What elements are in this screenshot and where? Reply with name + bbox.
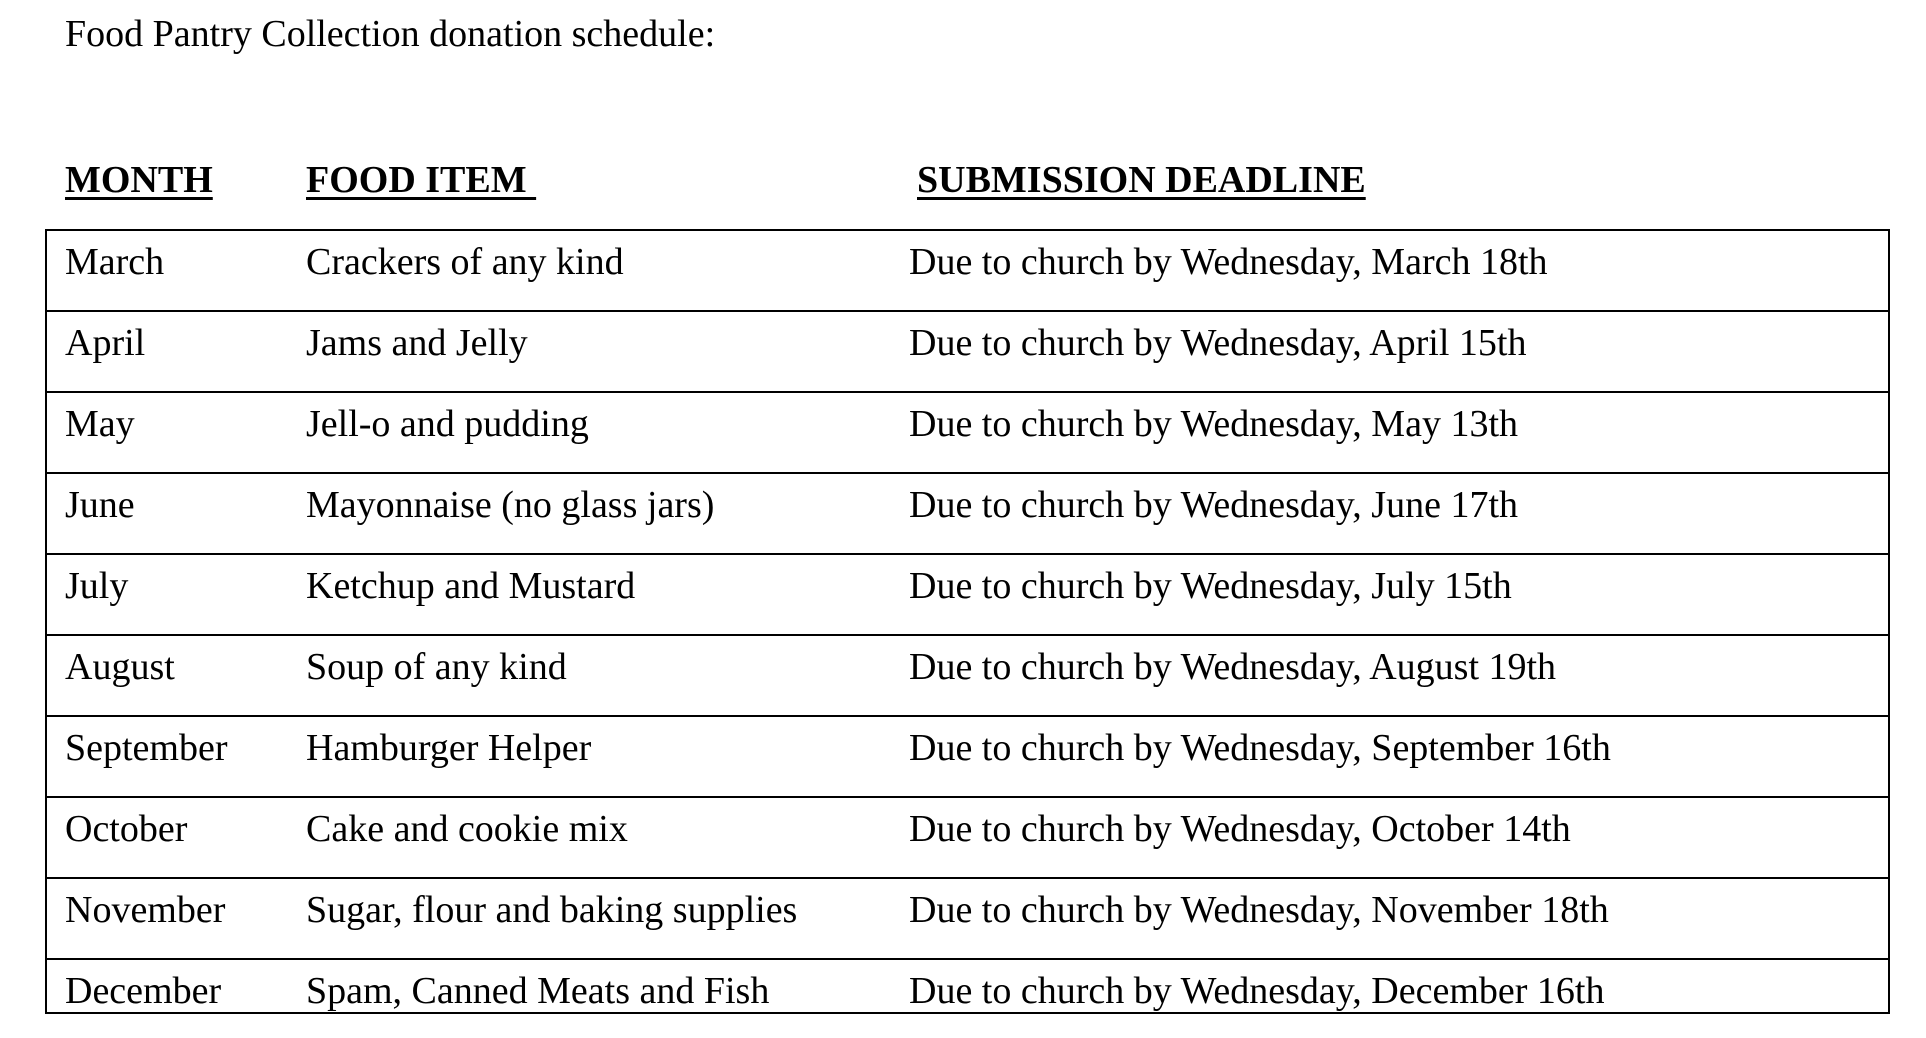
header-month: MONTH: [65, 159, 213, 201]
table-row: [47, 717, 1888, 798]
month-cell: September: [65, 727, 228, 769]
table-row: [47, 393, 1888, 474]
food-item-cell: Hamburger Helper: [306, 727, 592, 769]
month-cell: June: [65, 484, 135, 526]
table-row: [47, 555, 1888, 636]
month-cell: November: [65, 889, 226, 931]
food-item-cell: Crackers of any kind: [306, 241, 624, 283]
month-cell: August: [65, 646, 175, 688]
food-item-cell: Mayonnaise (no glass jars): [306, 484, 715, 526]
table-row: [47, 960, 1888, 1015]
month-cell: March: [65, 241, 165, 283]
deadline-cell: Due to church by Wednesday, December 16th: [909, 970, 1605, 1012]
table-row: [47, 312, 1888, 393]
header-submission-deadline: SUBMISSION DEADLINE: [917, 159, 1366, 201]
food-item-cell: Soup of any kind: [306, 646, 567, 688]
document-title: Food Pantry Collection donation schedule:: [65, 13, 716, 55]
deadline-cell: Due to church by Wednesday, May 13th: [909, 403, 1519, 445]
month-cell: May: [65, 403, 135, 445]
food-item-cell: Spam, Canned Meats and Fish: [306, 970, 770, 1012]
food-item-cell: Ketchup and Mustard: [306, 565, 636, 607]
deadline-cell: Due to church by Wednesday, October 14th: [909, 808, 1571, 850]
table-row: [47, 879, 1888, 960]
deadline-cell: Due to church by Wednesday, July 15th: [909, 565, 1512, 607]
deadline-cell: Due to church by Wednesday, April 15th: [909, 322, 1527, 364]
month-cell: April: [65, 322, 146, 364]
food-item-cell: Jams and Jelly: [306, 322, 528, 364]
deadline-cell: Due to church by Wednesday, November 18th: [909, 889, 1609, 931]
food-item-cell: Cake and cookie mix: [306, 808, 628, 850]
schedule-table: [45, 229, 1890, 1014]
food-item-cell: Jell-o and pudding: [306, 403, 589, 445]
month-cell: October: [65, 808, 188, 850]
table-header: [0, 154, 1926, 210]
month-cell: December: [65, 970, 222, 1012]
deadline-cell: Due to church by Wednesday, March 18th: [909, 241, 1548, 283]
deadline-cell: Due to church by Wednesday, August 19th: [909, 646, 1557, 688]
food-item-cell: Sugar, flour and baking supplies: [306, 889, 798, 931]
month-cell: July: [65, 565, 129, 607]
header-food-item: FOOD ITEM: [306, 159, 537, 201]
table-row: [47, 798, 1888, 879]
table-row: [47, 474, 1888, 555]
deadline-cell: Due to church by Wednesday, June 17th: [909, 484, 1519, 526]
table-row: [47, 231, 1888, 312]
deadline-cell: Due to church by Wednesday, September 16th: [909, 727, 1611, 769]
table-row: [47, 636, 1888, 717]
